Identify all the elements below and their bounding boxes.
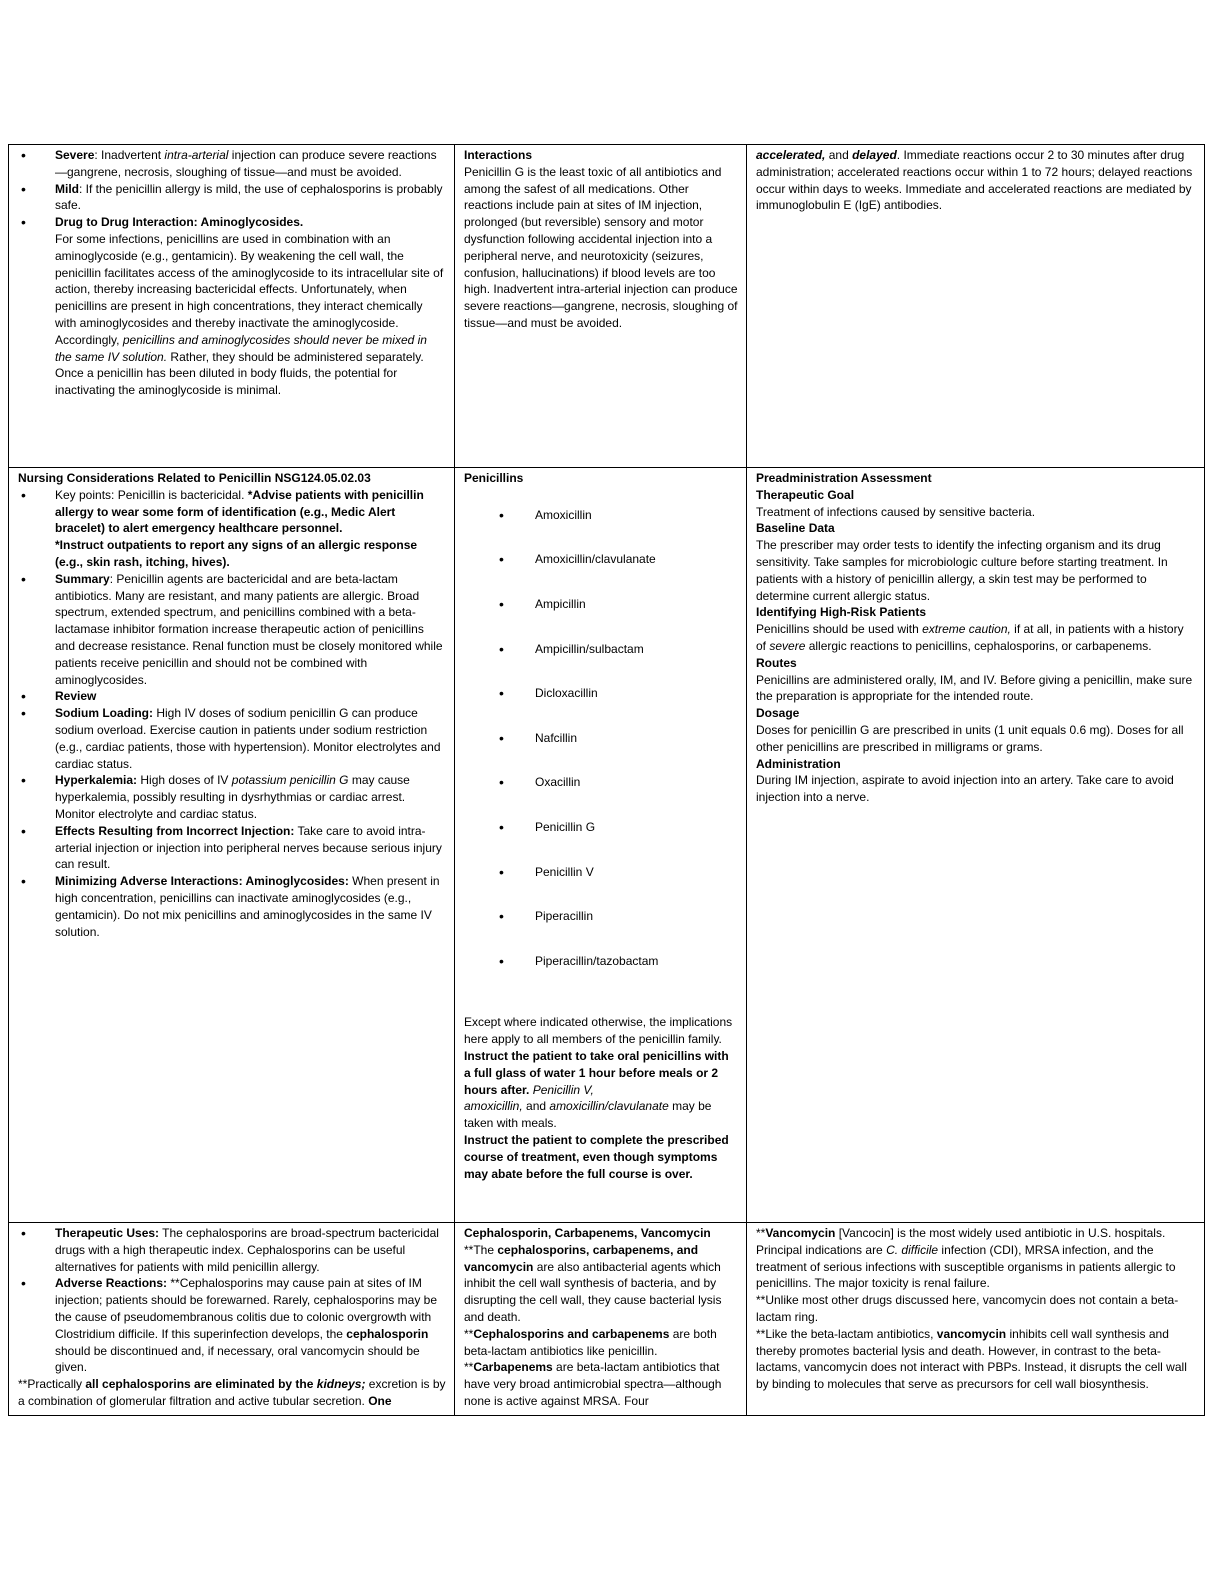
list-item-summary: • Summary: Penicillin agents are bactericidal and are beta-lactam antibiotics. Many are resistant, and many patients are allergic. Broad spectrum, extended spectrum, and penicillins combined with a beta-lactamase inhibitor formation increase therapeutic action of penicillins and decrease resistance. Renal function must be closely monitored while patients receive penicillin and should not be combined with aminoglycosides.: [18, 571, 446, 689]
drug-item: • Piperacillin: [464, 908, 738, 953]
subheading-routes: Routes: [756, 655, 797, 670]
section-heading: Preadministration Assessment: [756, 471, 932, 485]
section-text: During IM injection, aspirate to avoid injection into an artery. Take care to avoid injection into a nerve.: [756, 773, 1174, 805]
instruction-oral: Instruct the patient to take oral penicillins with a full glass of water 1 hour before meals or 2 hours after. Penicillin V, amoxicillin, and amoxicillin/clavulanate may be taken with meals.: [464, 1048, 729, 1131]
list-item-minimizing-interactions: • Minimizing Adverse Interactions: Aminoglycosides: When present in high concentration, penicillins can inactivate aminoglycosides (e.g., gentamicin). Do not mix penicillins and aminoglycosides in the same IV solution.: [18, 873, 446, 940]
section-text: **Cephalosporins and carbapenems are both beta-lactam antibiotics like penicillin.: [464, 1326, 717, 1358]
cell-interactions: [455, 145, 747, 468]
section-text: Doses for penicillin G are prescribed in units (1 unit equals 0.6 mg). Doses for all other penicillins are prescribed in milligrams or grams.: [756, 722, 1184, 754]
section-text: **Vancomycin [Vancocin] is the most widely used antibiotic in U.S. hospitals. Principal indications are C. difficile infection (CDI), MRSA infection, and the treatment of serious infections with susceptible organisms in patients allergic to penicillins. The major toxicity is renal failure.: [756, 1226, 1176, 1291]
bullet-list: [18, 147, 446, 399]
cell-penicillins: [455, 468, 747, 1223]
drug-item: • Amoxicillin/clavulanate: [464, 551, 738, 596]
list-item-drug-interaction: • Drug to Drug Interaction: Aminoglycosides. For some infections, penicillins are used in combination with an aminoglycoside (e.g., gentamicin). By weakening the cell wall, the penicillin facilitates access of the aminoglycoside to its intracellular site of action, thereby increasing bactericidal effects. Unfortunately, when penicillins are present in high concentrations, they interact chemically with aminoglycosides and thereby inactivate the aminoglycoside. Accordingly, penicillins and aminoglycosides should never be mixed in the same IV solution. Rather, they should be administered separately. Once a penicillin has been diluted in body fluids, the potential for inactivating the aminoglycoside is minimal.: [18, 214, 446, 399]
subheading-goal: Therapeutic Goal: [756, 487, 855, 502]
cell-vancomycin: [747, 1223, 1205, 1416]
section-text: The prescriber may order tests to identify the infecting organism and its drug sensitivity. Take samples for microbiologic culture before starting treatment. In patients with a history of penicillin allergy, a skin test may be performed to determine current allergic status.: [756, 538, 1168, 603]
section-text: Penicillins should be used with extreme caution, if at all, in patients with a history of severe allergic reactions to penicillins, cephalosporins, or carbapenems.: [756, 622, 1184, 653]
drug-item: • Dicloxacillin: [464, 685, 738, 730]
section-text: Penicillin G is the least toxic of all antibiotics and among the safest of all medications. Other reactions include pain at sites of IM injection, prolonged (but reversible) sensory and motor dysfunction following accidental injection into a peripheral nerve, and neurotoxicity (seizures, confusion, hallucinations) if blood levels are too high. Inadvertent intra-arterial injection can produce severe reactions—gangrene, necrosis, sloughing of tissue—and must be avoided.: [464, 164, 738, 330]
list-item-sodium-loading: • Sodium Loading: High IV doses of sodium penicillin G can produce sodium overload. Exercise caution in patients under sodium restriction (e.g., cardiac patients, those with hypertension). Monitor electrolytes and cardiac status.: [18, 705, 446, 772]
section-heading: Interactions: [464, 148, 533, 162]
section-text: Penicillins are administered orally, IM, and IV. Before giving a penicillin, make sure the preparation is appropriate for the intended route.: [756, 672, 1193, 704]
drug-item: • Penicillin V: [464, 864, 738, 909]
cell-preadministration: [747, 468, 1205, 1223]
section-heading: Cephalosporin, Carbapenems, Vancomycin: [464, 1226, 711, 1240]
section-text: **Like the beta-lactam antibiotics, vancomycin inhibits cell wall synthesis and thereby promotes bacterial lysis and death. However, in contrast to the beta-lactams, vancomycin does not interact with PBPs. Instead, it disrupts the cell wall by binding to molecules that serve as precursors for cell wall biosynthesis.: [756, 1326, 1187, 1392]
section-text: **The cephalosporins, carbapenems, and vancomycin are also antibacterial agents which inhibit the cell wall synthesis of bacteria, and by disrupting the cell wall, they cause bacterial lysis and death.: [464, 1242, 722, 1324]
subheading-dosage: Dosage: [756, 706, 800, 721]
section-text: **Carbapenems are beta-lactam antibiotics that have very broad antimicrobial spectra—although none is active against MRSA. Four: [464, 1360, 722, 1408]
table-row: [9, 1223, 1205, 1416]
table-row: [9, 468, 1205, 1223]
list-item-review: • Review: [18, 688, 446, 705]
list-item-therapeutic-uses: • Therapeutic Uses: The cephalosporins are broad-spectrum bactericidal drugs with a high therapeutic index. Cephalosporins can be useful alternatives for patients with mild penicillin allergy.: [18, 1225, 446, 1275]
cell-severe-reactions: [9, 145, 455, 468]
list-item-mild: • Mild: If the penicillin allergy is mild, the use of cephalosporins is probably safe.: [18, 181, 446, 215]
drug-list: [464, 507, 738, 998]
drug-item: • Oxacillin: [464, 774, 738, 819]
section-text: accelerated, and delayed. Immediate reactions occur 2 to 30 minutes after drug administration; accelerated reactions occur within 1 to 72 hours; delayed reactions occur within days to weeks. Immediate and accelerated reactions are mediated by immunoglobulin E (IgE) antibodies.: [756, 148, 1193, 213]
subheading-administration: Administration: [756, 756, 841, 771]
drug-item: • Penicillin G: [464, 819, 738, 864]
cell-nursing-considerations: [9, 468, 455, 1223]
cell-allergy-timing: [747, 145, 1205, 468]
table-row: [9, 145, 1205, 468]
drug-item: • Piperacillin/tazobactam: [464, 953, 738, 998]
notes-table: [8, 144, 1205, 1416]
subheading-high-risk: Identifying High-Risk Patients: [756, 605, 927, 620]
list-item-key-points: • Key points: Penicillin is bactericidal. *Advise patients with penicillin allergy to wear some form of identification (e.g., Medic Alert bracelet) to alert emergency healthcare personnel. *Instruct outpatients to report any signs of an allergic response (e.g., skin rash, itching, hives).: [18, 487, 446, 571]
bullet-list: [18, 487, 446, 941]
list-item-adverse-reactions: • Adverse Reactions: **Cephalosporins may cause pain at sites of IM injection; patients should be forewarned. Rarely, cephalosporins may be the cause of pseudomembranous colitis due to colonic overgrowth with Clostridium difficile. If this superinfection develops, the cephalosporin should be discontinued and, if necessary, oral vancomycin should be given.: [18, 1275, 446, 1376]
drug-item: • Amoxicillin: [464, 507, 738, 552]
bullet-list: [18, 1225, 446, 1376]
cell-cephalosporin-uses: [9, 1223, 455, 1416]
list-item-severe: • Severe: Inadvertent intra-arterial injection can produce severe reactions—gangrene, necrosis, sloughing of tissue—and must be avoided.: [18, 147, 446, 181]
list-item-hyperkalemia: • Hyperkalemia: High doses of IV potassium penicillin G may cause hyperkalemia, possibly resulting in dysrhythmias or cardiac arrest. Monitor electrolyte and cardiac status.: [18, 772, 446, 822]
section-heading: Nursing Considerations Related to Penicillin NSG124.05.02.03: [18, 471, 371, 485]
instruction-complete-course: Instruct the patient to complete the prescribed course of treatment, even though symptoms may abate before the full course is over.: [464, 1132, 729, 1181]
section-text: Treatment of infections caused by sensitive bacteria.: [756, 504, 1036, 519]
section-heading: Penicillins: [464, 471, 524, 485]
drug-item: • Ampicillin: [464, 596, 738, 641]
list-item-incorrect-injection: • Effects Resulting from Incorrect Injection: Take care to avoid intra-arterial injection or injection into peripheral nerves because serious injury can result.: [18, 823, 446, 873]
section-text: Except where indicated otherwise, the implications here apply to all members of the penicillin family.: [464, 1015, 733, 1047]
drug-item: • Nafcillin: [464, 730, 738, 775]
section-text: **Practically all cephalosporins are eliminated by the kidneys; excretion is by a combination of glomerular filtration and active tubular secretion. One: [18, 1377, 446, 1408]
cell-ceph-carb-vanc: [455, 1223, 747, 1416]
section-text: **Unlike most other drugs discussed here, vancomycin does not contain a beta-lactam ring.: [756, 1293, 1179, 1324]
subheading-baseline: Baseline Data: [756, 521, 835, 536]
drug-item: • Ampicillin/sulbactam: [464, 641, 738, 686]
